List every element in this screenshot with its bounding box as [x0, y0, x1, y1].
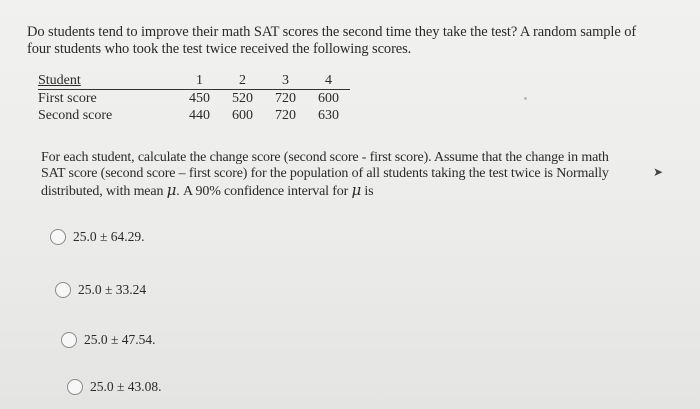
instructions-line-1: For each student, calculate the change score (second score - first score). Assume that the change in math: [41, 150, 609, 165]
radio-button[interactable]: [61, 332, 77, 348]
answer-option-label: 25.0 ± 47.54.: [84, 332, 156, 347]
table-row: [38, 90, 350, 108]
answer-option-4[interactable]: [67, 379, 162, 395]
radio-button[interactable]: [55, 282, 71, 298]
table-header-cell: 2: [221, 72, 264, 90]
instructions-text-part: . A 90% confidence interval for: [176, 184, 352, 199]
scores-table: [38, 72, 350, 124]
instructions-line-3: [41, 182, 656, 200]
table-header-row: [38, 72, 350, 90]
table-row: [38, 107, 350, 124]
table-header-cell: Student: [38, 72, 178, 90]
instructions-text-part: distributed, with mean: [41, 184, 167, 199]
mouse-cursor-icon: ➤: [653, 165, 664, 179]
table-cell: 440: [189, 108, 210, 123]
answer-option-1[interactable]: [50, 229, 145, 245]
table-cell: 720: [275, 91, 296, 106]
question-text: [27, 24, 677, 58]
answer-option-label: 25.0 ± 64.29.: [73, 229, 145, 244]
answer-option-3[interactable]: [61, 332, 156, 348]
stray-mark: [524, 97, 527, 100]
table-cell: 600: [318, 91, 339, 106]
table-cell: 720: [275, 108, 296, 123]
table-header-cell: 4: [307, 72, 350, 90]
table-header-cell: 3: [264, 72, 307, 90]
answer-option-2[interactable]: [55, 282, 146, 298]
mu-symbol: μ: [166, 181, 177, 199]
table-cell: First score: [38, 91, 97, 106]
table-cell: 630: [318, 108, 339, 123]
instructions-line-2: SAT score (second score – first score) for the population of all students taking the test twice is Normally: [41, 166, 609, 181]
table-cell: 600: [232, 108, 253, 123]
question-line-1: Do students tend to improve their math SAT scores the second time they take the test? A random sample of: [27, 24, 637, 40]
radio-button[interactable]: [50, 229, 66, 245]
table-cell: Second score: [38, 108, 113, 123]
table-cell: 520: [232, 91, 253, 106]
instructions-text: [41, 150, 656, 200]
question-line-2: four students who took the test twice received the following scores.: [27, 41, 412, 57]
answer-option-label: 25.0 ± 33.24: [78, 282, 147, 297]
table-header-cell: 1: [178, 72, 221, 90]
mu-symbol: μ: [351, 181, 362, 199]
answer-option-label: 25.0 ± 43.08.: [90, 379, 162, 394]
radio-button[interactable]: [67, 379, 83, 395]
instructions-text-part: is: [361, 184, 374, 199]
table-cell: 450: [189, 91, 210, 106]
